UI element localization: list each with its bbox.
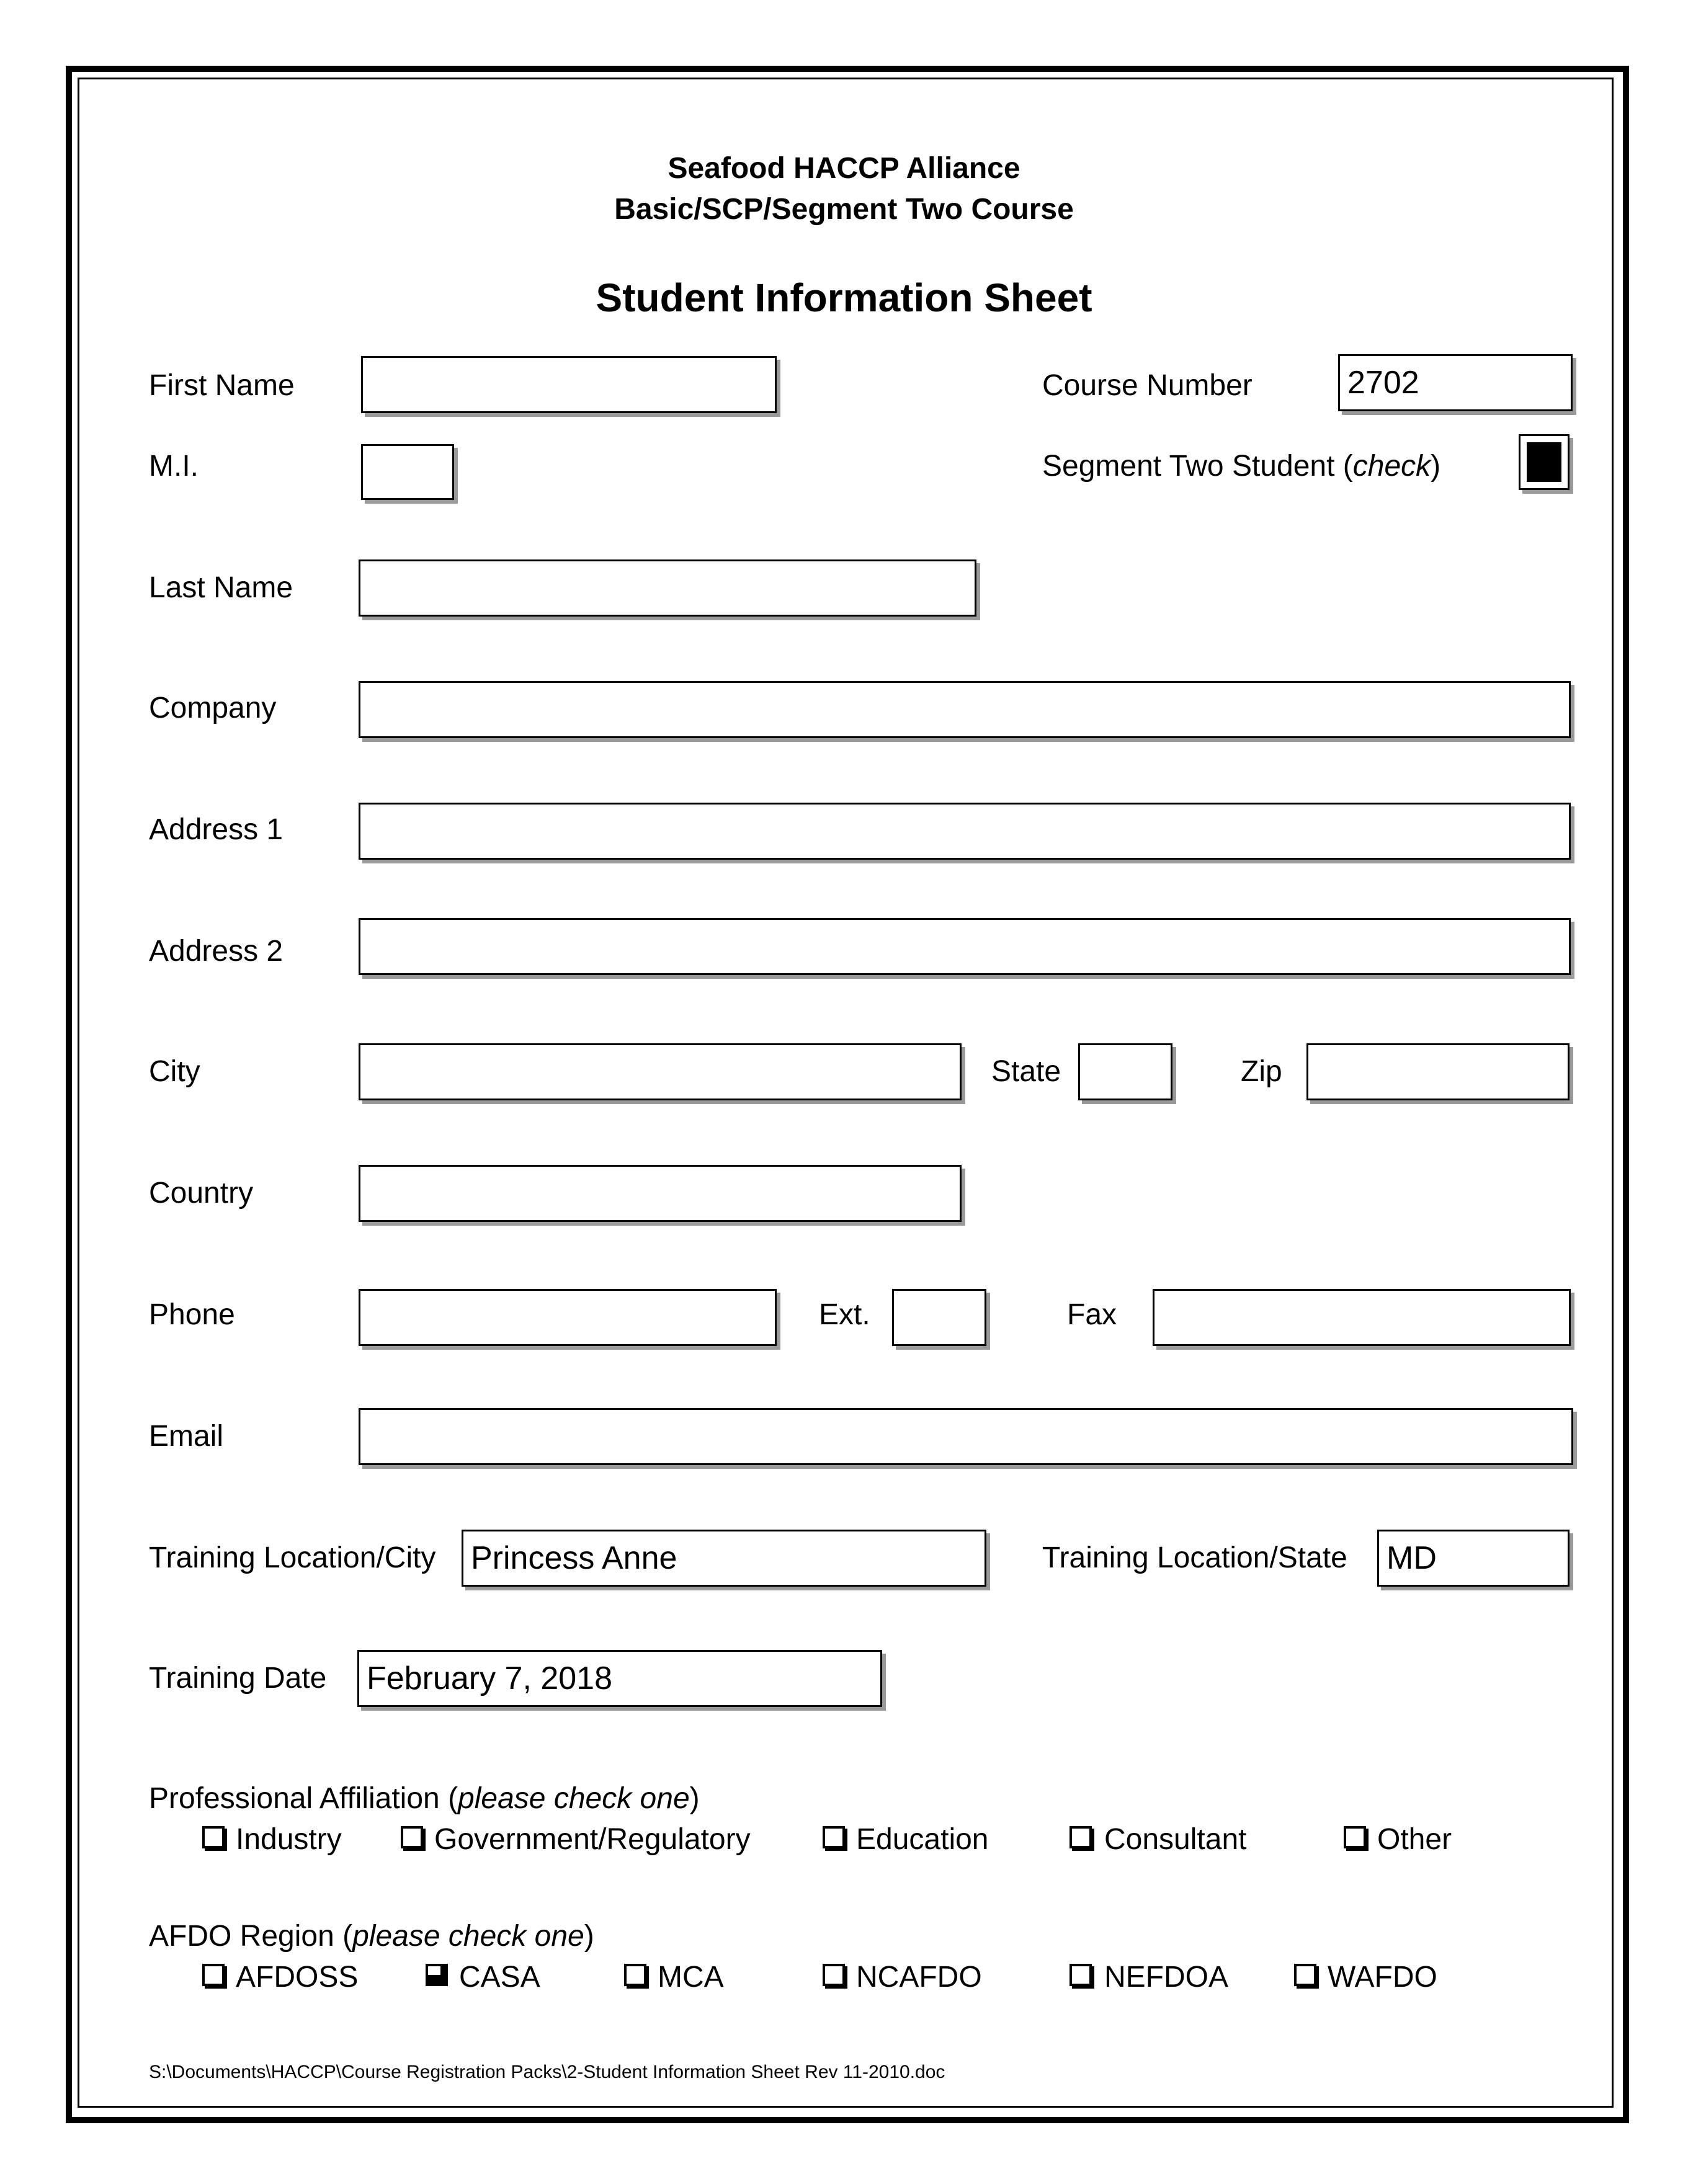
afdo-casa-checkbox[interactable]	[426, 1964, 448, 1986]
affiliation-industry-checkbox[interactable]	[202, 1826, 225, 1848]
training-state-value: MD	[1387, 1540, 1437, 1576]
phone-field[interactable]	[359, 1289, 777, 1346]
last-name-field[interactable]	[359, 559, 976, 617]
first-name-field[interactable]	[361, 356, 777, 413]
training-city-value: Princess Anne	[471, 1540, 677, 1576]
afdo-afdoss-checkbox[interactable]	[202, 1964, 225, 1986]
country-field[interactable]	[359, 1165, 962, 1222]
company-field[interactable]	[359, 681, 1571, 738]
org-name: Seafood HACCP Alliance	[668, 152, 1020, 185]
mi-field[interactable]	[361, 444, 454, 500]
training-city-label: Training Location/City	[149, 1541, 436, 1574]
training-date-value: February 7, 2018	[367, 1660, 613, 1696]
training-state-field[interactable]	[1377, 1530, 1570, 1587]
city-field[interactable]	[359, 1043, 962, 1100]
training-state-label: Training Location/State	[1042, 1541, 1347, 1574]
mi-label: M.I.	[149, 450, 199, 483]
training-date-field[interactable]	[357, 1650, 882, 1707]
affiliation-government-label: Government/Regulatory	[434, 1823, 751, 1856]
email-field[interactable]	[359, 1408, 1573, 1465]
training-city-field[interactable]	[462, 1530, 986, 1587]
company-label: Company	[149, 692, 277, 724]
affiliation-other-checkbox[interactable]	[1344, 1826, 1366, 1848]
ext-label: Ext.	[819, 1298, 870, 1331]
affiliation-government-checkbox[interactable]	[401, 1826, 423, 1848]
fax-label: Fax	[1067, 1298, 1117, 1331]
afdo-nefdoa-label: NEFDOA	[1104, 1961, 1229, 1994]
afdo-mca-checkbox[interactable]	[624, 1964, 646, 1986]
affiliation-other-label: Other	[1377, 1823, 1452, 1856]
state-field[interactable]	[1078, 1043, 1172, 1100]
segment-two-label: Segment Two Student (check)	[1042, 450, 1441, 483]
first-name-label: First Name	[149, 369, 295, 402]
afdo-mca-label: MCA	[658, 1961, 724, 1994]
afdo-wafdo-label: WAFDO	[1328, 1961, 1437, 1994]
checkbox-fill	[1527, 442, 1561, 482]
afdo-nefdoa-checkbox[interactable]	[1070, 1964, 1092, 1986]
page-title: Student Information Sheet	[596, 275, 1092, 320]
affiliation-consultant-checkbox[interactable]	[1070, 1826, 1092, 1848]
course-name: Basic/SCP/Segment Two Course	[614, 193, 1074, 226]
segment-two-checkbox[interactable]	[1519, 434, 1570, 490]
address2-field[interactable]	[359, 918, 1571, 975]
training-date-label: Training Date	[149, 1662, 327, 1695]
affiliation-education-label: Education	[856, 1823, 989, 1856]
address1-label: Address 1	[149, 813, 284, 846]
email-label: Email	[149, 1420, 224, 1453]
afdo-wafdo-checkbox[interactable]	[1294, 1964, 1316, 1986]
zip-label: Zip	[1241, 1055, 1282, 1088]
affiliation-industry-label: Industry	[236, 1823, 342, 1856]
ext-field[interactable]	[892, 1289, 986, 1346]
last-name-label: Last Name	[149, 571, 293, 604]
city-label: City	[149, 1055, 200, 1088]
footer-file-path: S:\Documents\HACCP\Course Registration Packs\2-Student Information Sheet Rev 11-2010.doc	[149, 2062, 945, 2082]
afdo-ncafdo-checkbox[interactable]	[823, 1964, 845, 1986]
affiliation-label: Professional Affiliation (please check one)	[149, 1782, 700, 1815]
state-label: State	[991, 1055, 1061, 1088]
afdo-afdoss-label: AFDOSS	[236, 1961, 359, 1994]
afdo-label: AFDO Region (please check one)	[149, 1920, 594, 1953]
affiliation-consultant-label: Consultant	[1104, 1823, 1247, 1856]
course-number-label: Course Number	[1042, 369, 1253, 402]
afdo-casa-label: CASA	[459, 1961, 540, 1994]
fax-field[interactable]	[1153, 1289, 1571, 1346]
affiliation-education-checkbox[interactable]	[823, 1826, 845, 1848]
zip-field[interactable]	[1306, 1043, 1570, 1100]
address1-field[interactable]	[359, 803, 1571, 860]
country-label: Country	[149, 1177, 254, 1210]
afdo-ncafdo-label: NCAFDO	[856, 1961, 982, 1994]
course-number-field[interactable]	[1338, 354, 1573, 411]
phone-label: Phone	[149, 1298, 235, 1331]
address2-label: Address 2	[149, 935, 284, 968]
course-number-value: 2702	[1347, 365, 1419, 401]
